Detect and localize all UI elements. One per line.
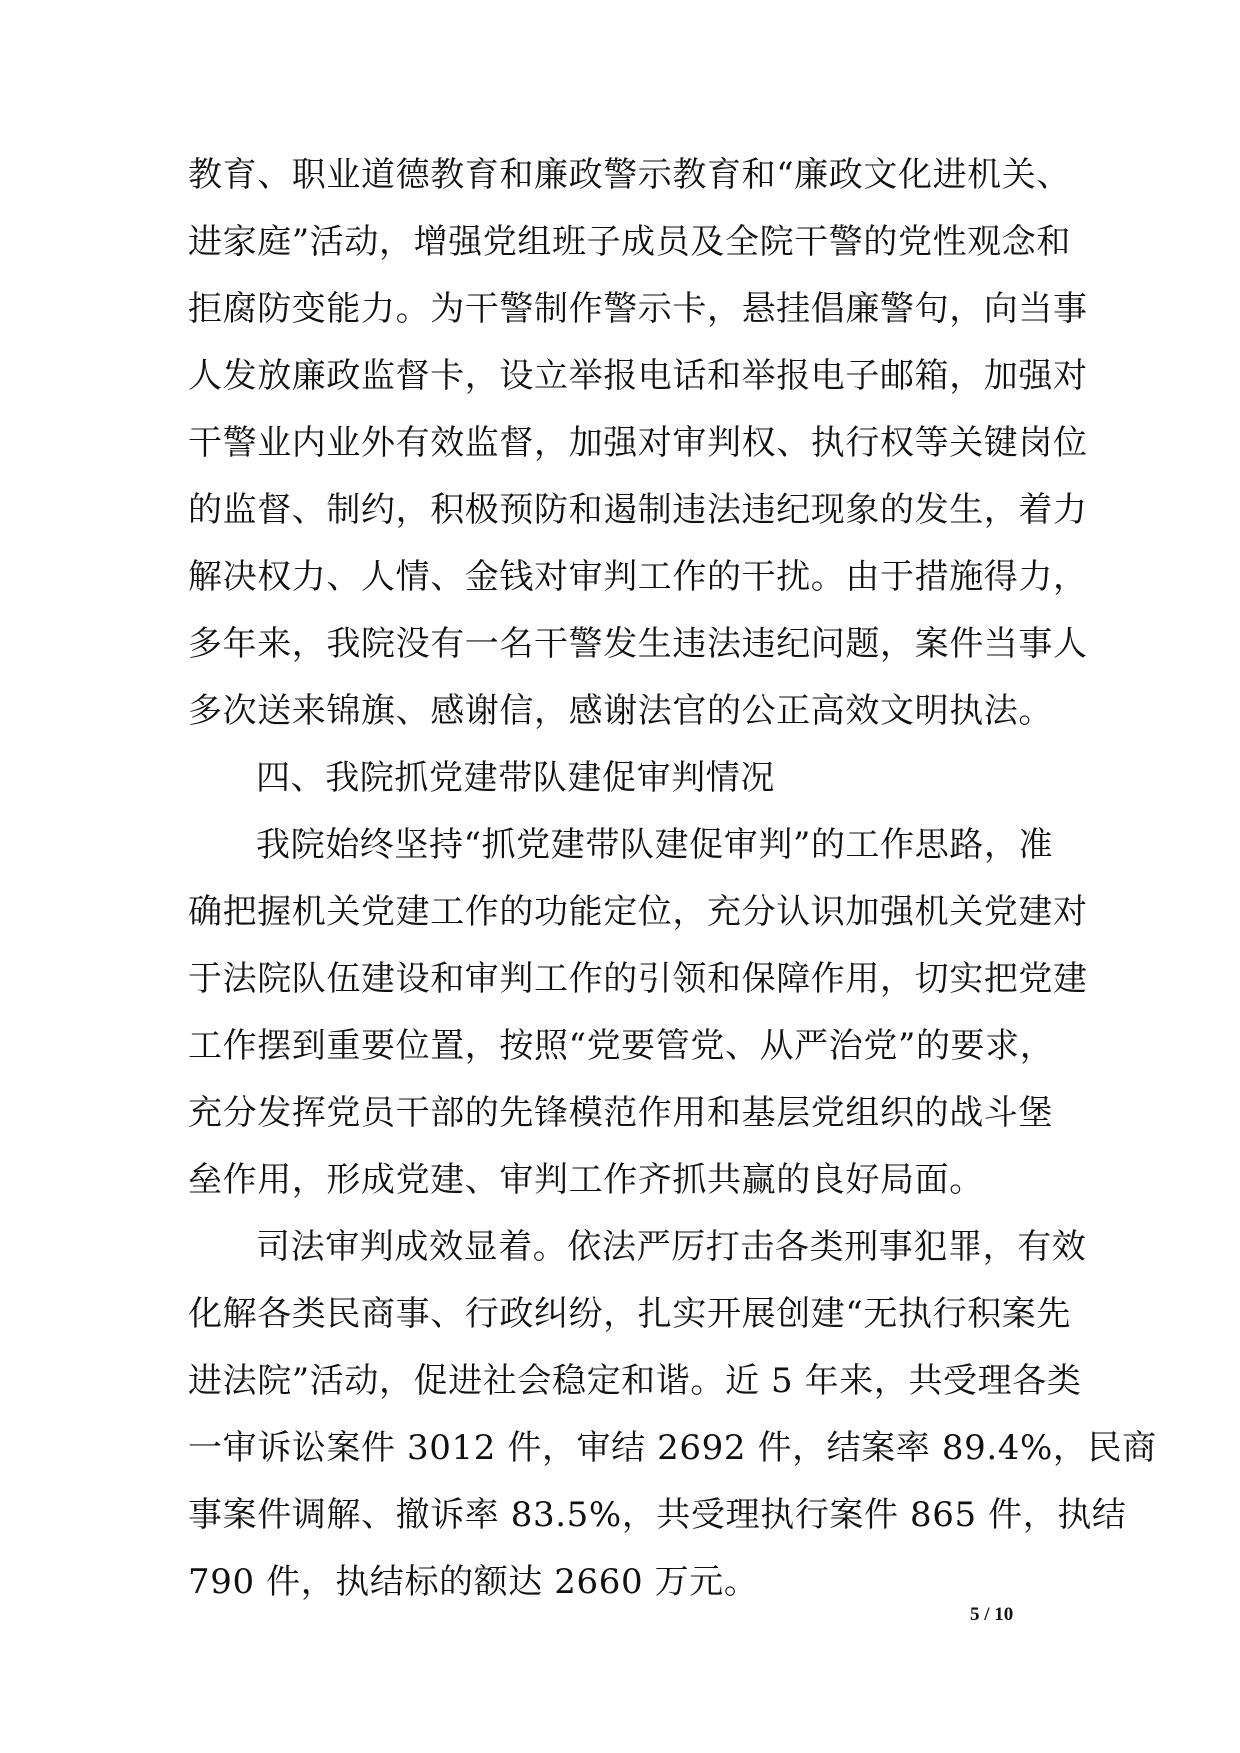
text-line: 人发放廉政监督卡，设立举报电话和举报电子邮箱，加强对 (188, 356, 1088, 396)
text-line: 于法院队伍建设和审判工作的引领和保障作用，切实把党建 (188, 959, 1088, 999)
text-line: 干警业内业外有效监督，加强对审判权、执行权等关键岗位 (188, 423, 1088, 463)
text-line: 多年来，我院没有一名干警发生违法违纪问题，案件当事人 (188, 624, 1088, 664)
text-line: 教育、职业道德教育和廉政警示教育和“廉政文化进机关、 (188, 155, 1071, 195)
text-line: 工作摆到重要位置，按照“党要管党、从严治党”的要求， (188, 1026, 1055, 1066)
paragraph-start: 司法审判成效显着。依法严厉打击各类刑事犯罪，有效 (256, 1227, 1087, 1267)
page-number: 5 / 10 (970, 1604, 1014, 1625)
text-line: 确把握机关党建工作的功能定位，充分认识加强机关党建对 (188, 892, 1088, 932)
text-line: 事案件调解、撤诉率 83.5%，共受理执行案件 865 件，执结 (188, 1495, 1127, 1535)
text-line: 进法院”活动，促进社会稳定和谐。近 5 年来，共受理各类 (188, 1361, 1082, 1401)
text-line: 进家庭”活动，增强党组班子成员及全院干警的党性观念和 (188, 222, 1071, 262)
text-line: 一审诉讼案件 3012 件，审结 2692 件，结案率 89.4%，民商 (188, 1428, 1157, 1468)
text-line: 拒腐防变能力。为干警制作警示卡，悬挂倡廉警句，向当事 (188, 289, 1088, 329)
text-line: 790 件，执结标的额达 2660 万元。 (188, 1562, 759, 1602)
text-line: 垒作用，形成党建、审判工作齐抓共赢的良好局面。 (188, 1160, 984, 1200)
paragraph-start: 我院始终坚持“抓党建带队建促审判”的工作思路，准 (256, 825, 1054, 865)
body-text (188, 142, 1157, 1616)
text-line: 充分发挥党员干部的先锋模范作用和基层党组织的战斗堡 (188, 1093, 1053, 1133)
text-line: 多次送来锦旗、感谢信，感谢法官的公正高效文明执法。 (188, 691, 1053, 731)
text-line: 的监督、制约，积极预防和遏制违法违纪现象的发生，着力 (188, 490, 1088, 530)
text-line: 化解各类民商事、行政纠纷，扎实开展创建“无执行积案先 (188, 1294, 1071, 1334)
text-line: 解决权力、人情、金钱对审判工作的干扰。由于措施得力， (188, 557, 1088, 597)
section-heading: 四、我院抓党建带队建促审判情况 (256, 758, 775, 798)
